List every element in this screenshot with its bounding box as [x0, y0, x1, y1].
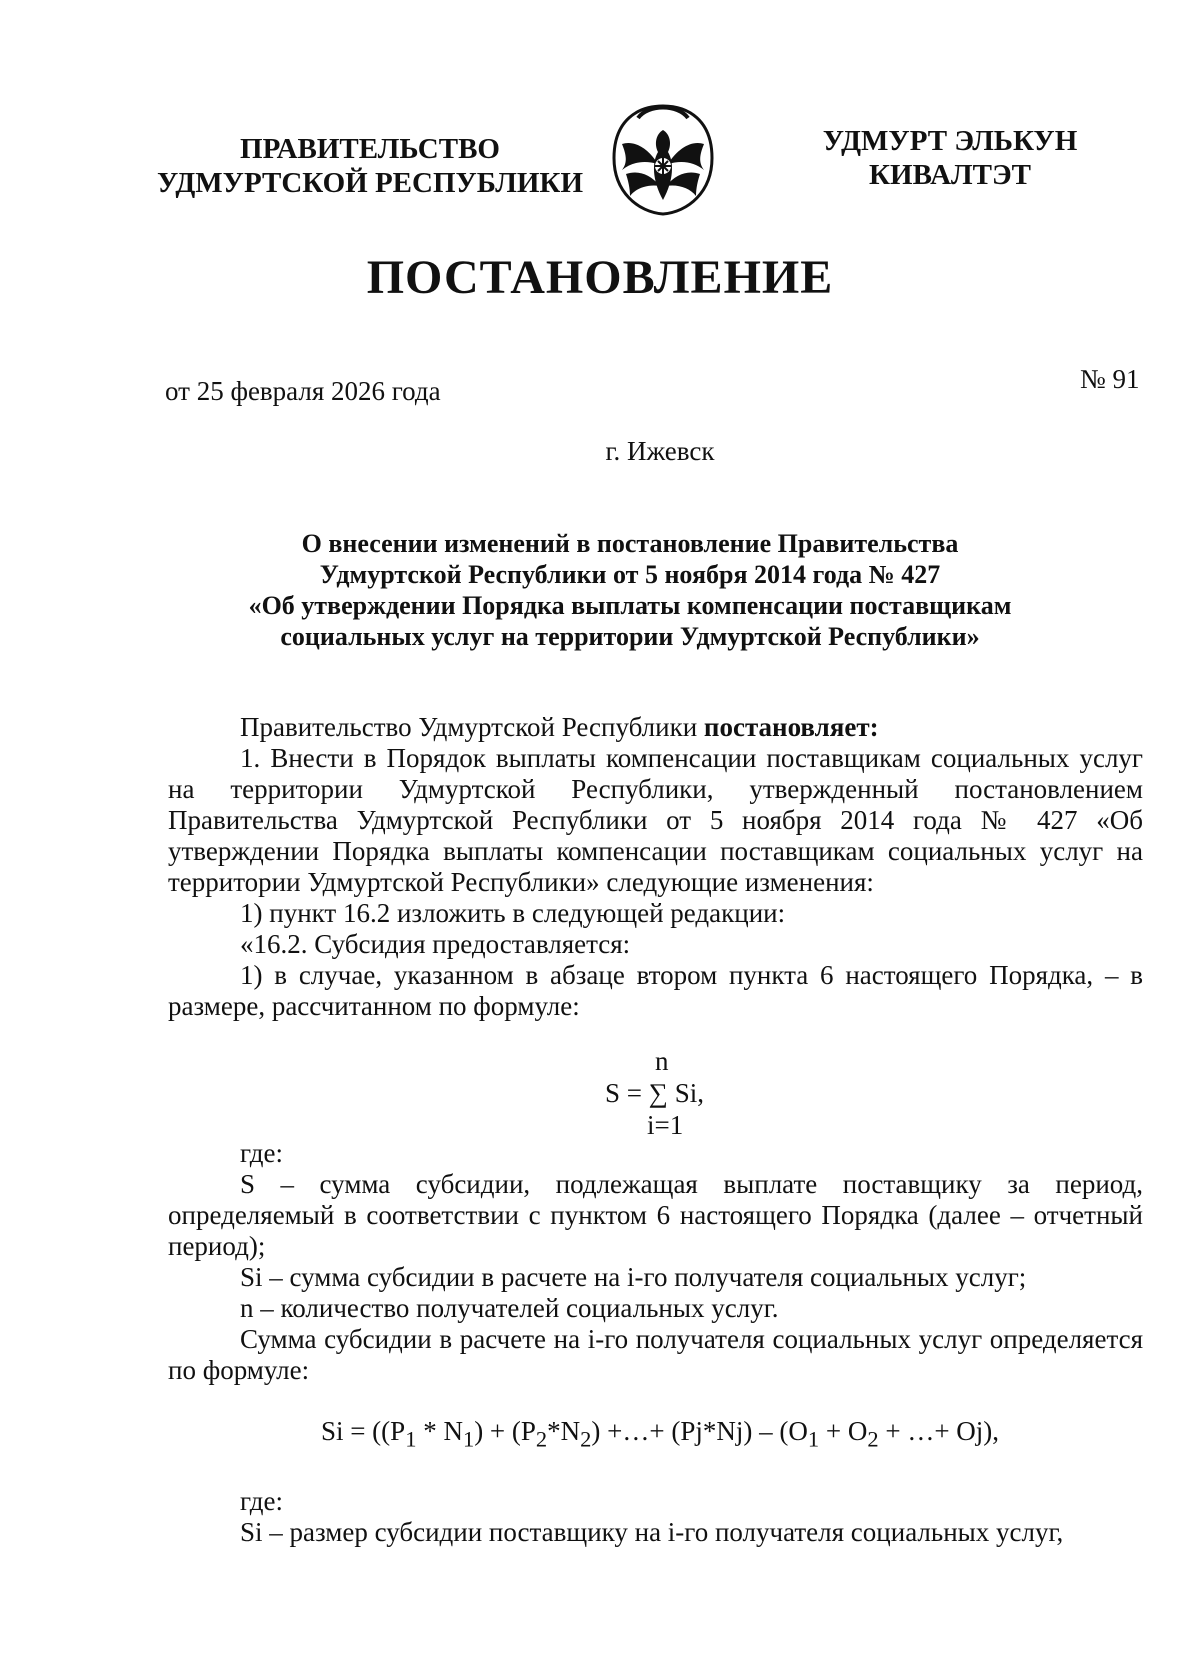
- formula-part: * N: [416, 1416, 463, 1446]
- intro-bold: постановляет:: [703, 712, 879, 742]
- header-left-line2: УДМУРТСКОЙ РЕСПУБЛИКИ: [156, 167, 584, 199]
- body-paragraph: 1) в случае, указанном в абзаце втором пункта 6 настоящего Порядка, – в размере, рассчитанном по формуле:: [168, 960, 1143, 1021]
- document-number: № 91: [1080, 364, 1140, 394]
- formula-part: *N: [547, 1416, 581, 1446]
- header-government-udm: [800, 124, 1100, 192]
- document-body-definitions: [168, 1138, 1143, 1386]
- formula-subscript: 2: [535, 1426, 548, 1452]
- document-date: от 25 февраля 2026 года: [165, 376, 441, 406]
- formula-subscript: 1: [807, 1426, 820, 1452]
- formula-upper-limit: n: [655, 1046, 669, 1076]
- body-paragraph: «16.2. Субсидия предоставляется:: [240, 929, 631, 959]
- document-body-tail: [168, 1486, 1143, 1548]
- formula-part: ) + (P: [474, 1416, 536, 1446]
- header-left-line1: ПРАВИТЕЛЬСТВО: [240, 133, 500, 165]
- document-title: [200, 528, 1060, 652]
- body-paragraph: 1. Внести в Порядок выплаты компенсации поставщикам социальных услуг на территории Удмуртской Республики, утвержденный постановлением Правительства Удмуртской Республики от 5 ноября 2014 года № 427 «Об утверждении Порядка выплаты компенсации поставщикам социальных услуг на территории Удмуртской Республики» следующие изменения:: [168, 743, 1143, 897]
- body-paragraph: S – сумма субсидии, подлежащая выплате поставщику за период, определяемый в соответствии с пунктом 6 настоящего Порядка (далее – отчетный период);: [168, 1169, 1143, 1261]
- body-paragraph: Сумма субсидии в расчете на i-го получателя социальных услуг определяется по формуле:: [168, 1324, 1143, 1385]
- body-paragraph: где:: [240, 1486, 283, 1516]
- formula-part: + O: [819, 1416, 868, 1446]
- header-right-line2: КИВАЛТЭТ: [868, 159, 1031, 191]
- body-paragraph: Si – размер субсидии поставщику на i-го получателя социальных услуг,: [240, 1517, 1064, 1547]
- formula-part: ) +…+ (Pj*Nj) – (O: [591, 1416, 808, 1446]
- intro-paragraph: [168, 712, 1143, 743]
- header-right-line1: УДМУРТ ЭЛЬКУН: [822, 125, 1078, 157]
- document-city: г. Ижевск: [605, 436, 715, 466]
- formula-part: Si = ((P: [320, 1416, 406, 1446]
- body-paragraph: 1) пункт 16.2 изложить в следующей редакции:: [240, 898, 786, 928]
- body-paragraph: Si – сумма субсидии в расчете на i-го получателя социальных услуг;: [240, 1262, 1027, 1292]
- document-body: [168, 712, 1143, 1022]
- body-paragraph: n – количество получателей социальных услуг.: [240, 1293, 779, 1323]
- formula-subscript: 1: [405, 1426, 417, 1452]
- title-line: Удмуртской Республики от 5 ноября 2014 года № 427: [319, 560, 941, 589]
- formula-lower-limit: i=1: [647, 1110, 684, 1140]
- formula-subscript: 1: [462, 1426, 475, 1452]
- title-line: социальных услуг на территории Удмуртской Республики»: [280, 622, 980, 651]
- formula-subscript: 2: [580, 1426, 592, 1452]
- coat-of-arms-icon: [608, 100, 718, 218]
- title-line: О внесении изменений в постановление Правительства: [301, 529, 959, 558]
- formula-subscript: 2: [867, 1426, 879, 1452]
- title-line: «Об утверждении Порядка выплаты компенсации поставщикам: [248, 591, 1012, 620]
- formula-main: S = ∑ Si,: [605, 1078, 705, 1108]
- formula-part: + …+ Oj),: [878, 1416, 1000, 1446]
- header-government-ru: [150, 132, 590, 200]
- body-paragraph: где:: [240, 1138, 283, 1168]
- intro-text: Правительство Удмуртской Республики: [240, 712, 704, 742]
- subsidy-formula: [0, 1416, 1200, 1452]
- document-type-heading: ПОСТАНОВЛЕНИЕ: [366, 251, 834, 304]
